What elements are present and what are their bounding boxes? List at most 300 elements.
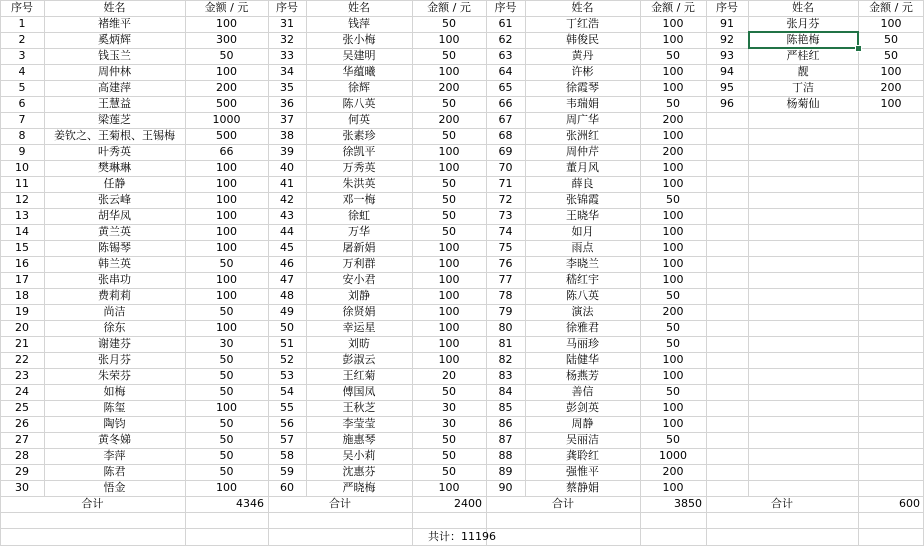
amount-cell[interactable]: 200 [662, 305, 684, 318]
name-cell[interactable]: 钱萍 [348, 17, 370, 30]
seq-cell[interactable]: 74 [498, 225, 513, 238]
header-seq[interactable]: 序号 [276, 1, 298, 14]
amount-cell[interactable]: 50 [219, 465, 234, 478]
seq-cell[interactable]: 42 [280, 193, 294, 206]
name-cell[interactable]: 蔡静娟 [566, 481, 599, 494]
name-cell[interactable]: 张素珍 [342, 129, 376, 142]
seq-cell[interactable]: 91 [720, 17, 734, 30]
seq-cell[interactable]: 24 [15, 385, 29, 398]
seq-cell[interactable]: 23 [15, 369, 29, 382]
amount-cell[interactable]: 50 [442, 193, 456, 206]
name-cell[interactable]: 徐凯平 [342, 145, 376, 158]
name-cell[interactable]: 安小君 [342, 273, 376, 286]
seq-cell[interactable]: 62 [498, 33, 513, 46]
name-cell[interactable]: 屠新娟 [342, 241, 376, 254]
amount-cell[interactable]: 50 [442, 465, 456, 478]
name-cell[interactable]: 韩俊民 [566, 33, 599, 46]
seq-cell[interactable]: 28 [15, 449, 29, 462]
name-cell[interactable]: 褚维平 [98, 17, 131, 30]
seq-cell[interactable]: 35 [280, 81, 294, 94]
name-cell[interactable]: 李晓兰 [566, 257, 599, 270]
name-cell[interactable]: 尚洁 [103, 305, 126, 318]
name-cell[interactable]: 徐霞琴 [566, 81, 599, 94]
name-cell[interactable]: 高建萍 [98, 81, 131, 94]
seq-cell[interactable]: 21 [15, 337, 29, 350]
name-cell[interactable]: 悟金 [103, 481, 126, 494]
seq-cell[interactable]: 3 [18, 49, 26, 62]
amount-cell[interactable]: 50 [666, 385, 680, 398]
name-cell[interactable]: 万秀英 [342, 161, 376, 174]
amount-cell[interactable]: 50 [666, 97, 680, 110]
amount-cell[interactable]: 50 [219, 385, 234, 398]
amount-cell[interactable]: 50 [442, 129, 456, 142]
seq-cell[interactable]: 27 [15, 433, 29, 446]
amount-cell[interactable]: 50 [666, 193, 680, 206]
seq-cell[interactable]: 73 [498, 209, 513, 222]
name-cell[interactable]: 张锦霞 [566, 193, 599, 206]
seq-cell[interactable]: 6 [18, 97, 26, 110]
name-cell[interactable]: 周广华 [566, 113, 599, 126]
seq-cell[interactable]: 85 [498, 401, 513, 414]
name-cell[interactable]: 刘静 [348, 289, 370, 302]
amount-cell[interactable]: 50 [219, 257, 234, 270]
header-name[interactable]: 姓名 [348, 1, 370, 14]
name-cell[interactable]: 薛良 [571, 177, 594, 190]
seq-cell[interactable]: 49 [280, 305, 294, 318]
seq-cell[interactable]: 32 [280, 33, 294, 46]
amount-cell[interactable]: 100 [662, 17, 684, 30]
seq-cell[interactable]: 94 [720, 65, 734, 78]
name-cell[interactable]: 邓一梅 [342, 193, 376, 206]
name-cell[interactable]: 徐贤娟 [342, 305, 376, 318]
name-cell[interactable]: 黄兰英 [98, 225, 131, 238]
name-cell[interactable]: 陈八英 [566, 289, 599, 302]
seq-cell[interactable]: 65 [498, 81, 513, 94]
header-seq[interactable]: 序号 [716, 1, 738, 14]
name-cell[interactable]: 奚炳辉 [98, 33, 131, 46]
seq-cell[interactable]: 64 [498, 65, 513, 78]
seq-cell[interactable]: 43 [280, 209, 294, 222]
amount-cell[interactable]: 100 [438, 257, 460, 270]
seq-cell[interactable]: 38 [280, 129, 294, 142]
seq-cell[interactable]: 10 [15, 161, 29, 174]
name-cell[interactable]: 王慧益 [98, 97, 131, 110]
name-cell[interactable]: 徐东 [103, 321, 126, 334]
amount-cell[interactable]: 100 [662, 129, 684, 142]
amount-cell[interactable]: 500 [216, 129, 237, 142]
header-name[interactable]: 姓名 [571, 1, 594, 14]
amount-cell[interactable]: 200 [438, 81, 460, 94]
amount-cell[interactable]: 200 [880, 81, 902, 94]
amount-cell[interactable]: 100 [662, 401, 684, 414]
seq-cell[interactable]: 16 [15, 257, 29, 270]
seq-cell[interactable]: 9 [18, 145, 26, 158]
seq-cell[interactable]: 1 [18, 17, 26, 30]
amount-cell[interactable]: 100 [662, 353, 684, 366]
header-amount[interactable]: 金额 / 元 [427, 1, 471, 14]
name-cell[interactable]: 何英 [348, 113, 370, 126]
seq-cell[interactable]: 39 [280, 145, 294, 158]
name-cell[interactable]: 徐雅君 [566, 321, 599, 334]
name-cell[interactable]: 樊琳琳 [98, 161, 131, 174]
amount-cell[interactable]: 50 [219, 369, 234, 382]
seq-cell[interactable]: 67 [498, 113, 513, 126]
seq-cell[interactable]: 4 [18, 65, 26, 78]
name-cell[interactable]: 如月 [571, 225, 594, 238]
amount-cell[interactable]: 100 [662, 161, 684, 174]
seq-cell[interactable]: 31 [280, 17, 294, 30]
amount-cell[interactable]: 100 [662, 241, 684, 254]
seq-cell[interactable]: 84 [498, 385, 513, 398]
name-cell[interactable]: 善信 [571, 385, 594, 398]
seq-cell[interactable]: 59 [280, 465, 294, 478]
name-cell[interactable]: 周仲芹 [566, 145, 599, 158]
amount-cell[interactable]: 100 [216, 401, 237, 414]
seq-cell[interactable]: 77 [498, 273, 513, 286]
seq-cell[interactable]: 12 [15, 193, 29, 206]
name-cell[interactable]: 幸运星 [342, 321, 376, 334]
seq-cell[interactable]: 15 [15, 241, 29, 254]
seq-cell[interactable]: 45 [280, 241, 294, 254]
seq-cell[interactable]: 11 [15, 177, 29, 190]
amount-cell[interactable]: 50 [442, 449, 456, 462]
name-cell[interactable]: 龚聆红 [566, 449, 599, 462]
amount-cell[interactable]: 100 [216, 481, 237, 494]
amount-cell[interactable]: 100 [216, 209, 237, 222]
seq-cell[interactable]: 54 [280, 385, 294, 398]
name-cell[interactable]: 王晓华 [566, 209, 599, 222]
amount-cell[interactable]: 50 [666, 337, 680, 350]
name-cell[interactable]: 陈艳梅 [786, 33, 820, 46]
seq-cell[interactable]: 83 [498, 369, 513, 382]
seq-cell[interactable]: 17 [15, 273, 29, 286]
name-cell[interactable]: 许彬 [571, 65, 594, 78]
name-cell[interactable]: 黄冬娣 [98, 433, 131, 446]
amount-cell[interactable]: 100 [662, 417, 684, 430]
amount-cell[interactable]: 1000 [212, 113, 241, 126]
seq-cell[interactable]: 53 [280, 369, 294, 382]
seq-cell[interactable]: 80 [498, 321, 513, 334]
seq-cell[interactable]: 61 [498, 17, 513, 30]
name-cell[interactable]: 丁洁 [792, 81, 814, 94]
amount-cell[interactable]: 100 [216, 273, 237, 286]
amount-cell[interactable]: 50 [666, 49, 680, 62]
amount-cell[interactable]: 50 [884, 33, 898, 46]
seq-cell[interactable]: 47 [280, 273, 294, 286]
name-cell[interactable]: 吴丽洁 [566, 433, 599, 446]
amount-cell[interactable]: 200 [662, 113, 684, 126]
header-name[interactable]: 姓名 [103, 1, 126, 14]
amount-cell[interactable]: 100 [662, 369, 684, 382]
amount-cell[interactable]: 50 [442, 97, 456, 110]
seq-cell[interactable]: 8 [18, 129, 26, 142]
seq-cell[interactable]: 75 [498, 241, 513, 254]
seq-cell[interactable]: 5 [18, 81, 26, 94]
seq-cell[interactable]: 44 [280, 225, 294, 238]
name-cell[interactable]: 周仲林 [98, 65, 131, 78]
amount-cell[interactable]: 50 [442, 225, 456, 238]
seq-cell[interactable]: 72 [498, 193, 513, 206]
name-cell[interactable]: 万华 [348, 225, 370, 238]
name-cell[interactable]: 徐辉 [348, 81, 370, 94]
name-cell[interactable]: 任静 [103, 177, 126, 190]
amount-cell[interactable]: 50 [442, 17, 456, 30]
name-cell[interactable]: 李萍 [103, 449, 126, 462]
header-name[interactable]: 姓名 [792, 1, 814, 14]
seq-cell[interactable]: 34 [280, 65, 294, 78]
amount-cell[interactable]: 100 [438, 65, 460, 78]
seq-cell[interactable]: 2 [18, 33, 26, 46]
name-cell[interactable]: 董月风 [566, 161, 599, 174]
amount-cell[interactable]: 50 [666, 321, 680, 334]
seq-cell[interactable]: 48 [280, 289, 294, 302]
header-amount[interactable]: 金额 / 元 [869, 1, 913, 14]
seq-cell[interactable]: 89 [498, 465, 513, 478]
seq-cell[interactable]: 96 [720, 97, 734, 110]
amount-cell[interactable]: 50 [219, 449, 234, 462]
amount-cell[interactable]: 100 [438, 289, 460, 302]
header-amount[interactable]: 金额 / 元 [651, 1, 695, 14]
amount-cell[interactable]: 20 [442, 369, 456, 382]
seq-cell[interactable]: 52 [280, 353, 294, 366]
amount-cell[interactable]: 100 [662, 273, 684, 286]
amount-cell[interactable]: 50 [219, 305, 234, 318]
seq-cell[interactable]: 69 [498, 145, 513, 158]
name-cell[interactable]: 张小梅 [342, 33, 376, 46]
name-cell[interactable]: 施惠琴 [342, 433, 376, 446]
name-cell[interactable]: 张月芬 [786, 17, 820, 30]
seq-cell[interactable]: 55 [280, 401, 294, 414]
amount-cell[interactable]: 100 [662, 257, 684, 270]
seq-cell[interactable]: 68 [498, 129, 513, 142]
name-cell[interactable]: 丁红浩 [566, 17, 599, 30]
seq-cell[interactable]: 58 [280, 449, 294, 462]
amount-cell[interactable]: 100 [216, 225, 237, 238]
amount-cell[interactable]: 50 [219, 417, 234, 430]
name-cell[interactable]: 陈玺 [103, 401, 126, 414]
amount-cell[interactable]: 100 [216, 161, 237, 174]
amount-cell[interactable]: 100 [662, 209, 684, 222]
seq-cell[interactable]: 70 [498, 161, 513, 174]
seq-cell[interactable]: 14 [15, 225, 29, 238]
amount-cell[interactable]: 100 [438, 145, 460, 158]
seq-cell[interactable]: 18 [15, 289, 29, 302]
seq-cell[interactable]: 63 [498, 49, 513, 62]
name-cell[interactable]: 傅国凤 [342, 385, 376, 398]
name-cell[interactable]: 姜钦之、王菊根、王锡梅 [54, 129, 175, 142]
seq-cell[interactable]: 92 [720, 33, 734, 46]
amount-cell[interactable]: 50 [442, 209, 456, 222]
name-cell[interactable]: 严桂红 [786, 49, 820, 62]
name-cell[interactable]: 张云峰 [98, 193, 131, 206]
seq-cell[interactable]: 51 [280, 337, 294, 350]
amount-cell[interactable]: 100 [438, 305, 460, 318]
name-cell[interactable]: 杨菊仙 [786, 97, 820, 110]
amount-cell[interactable]: 100 [662, 65, 684, 78]
name-cell[interactable]: 张月芬 [98, 353, 131, 366]
name-cell[interactable]: 马丽珍 [566, 337, 599, 350]
name-cell[interactable]: 陈君 [103, 465, 126, 478]
name-cell[interactable]: 叶秀英 [98, 145, 131, 158]
seq-cell[interactable]: 90 [498, 481, 513, 494]
amount-cell[interactable]: 50 [219, 353, 234, 366]
name-cell[interactable]: 张串功 [98, 273, 131, 286]
name-cell[interactable]: 梁莲芝 [98, 113, 131, 126]
amount-cell[interactable]: 200 [662, 145, 684, 158]
seq-cell[interactable]: 41 [280, 177, 294, 190]
seq-cell[interactable]: 13 [15, 209, 29, 222]
amount-cell[interactable]: 100 [662, 177, 684, 190]
amount-cell[interactable]: 50 [219, 433, 234, 446]
amount-cell[interactable]: 30 [219, 337, 234, 350]
name-cell[interactable]: 韦瑞娟 [566, 97, 599, 110]
amount-cell[interactable]: 66 [219, 145, 234, 158]
seq-cell[interactable]: 86 [498, 417, 513, 430]
seq-cell[interactable]: 29 [15, 465, 29, 478]
seq-cell[interactable]: 93 [720, 49, 734, 62]
amount-cell[interactable]: 100 [438, 33, 460, 46]
amount-cell[interactable]: 100 [880, 17, 902, 30]
seq-cell[interactable]: 46 [280, 257, 294, 270]
seq-cell[interactable]: 36 [280, 97, 294, 110]
header-amount[interactable]: 金额 / 元 [204, 1, 249, 14]
amount-cell[interactable]: 100 [662, 33, 684, 46]
seq-cell[interactable]: 19 [15, 305, 29, 318]
seq-cell[interactable]: 7 [18, 113, 26, 126]
amount-cell[interactable]: 100 [438, 241, 460, 254]
amount-cell[interactable]: 30 [442, 417, 456, 430]
amount-cell[interactable]: 100 [216, 241, 237, 254]
amount-cell[interactable]: 500 [216, 97, 237, 110]
name-cell[interactable]: 徐虹 [348, 209, 370, 222]
seq-cell[interactable]: 87 [498, 433, 513, 446]
seq-cell[interactable]: 56 [280, 417, 294, 430]
amount-cell[interactable]: 50 [442, 177, 456, 190]
amount-cell[interactable]: 50 [666, 433, 680, 446]
amount-cell[interactable]: 100 [216, 321, 237, 334]
amount-cell[interactable]: 200 [662, 465, 684, 478]
amount-cell[interactable]: 100 [216, 177, 237, 190]
amount-cell[interactable]: 100 [216, 65, 237, 78]
seq-cell[interactable]: 71 [498, 177, 513, 190]
seq-cell[interactable]: 60 [280, 481, 294, 494]
name-cell[interactable]: 强惟平 [566, 465, 599, 478]
name-cell[interactable]: 朱洪英 [342, 177, 376, 190]
name-cell[interactable]: 李莹莹 [342, 417, 376, 430]
amount-cell[interactable]: 100 [216, 193, 237, 206]
seq-cell[interactable]: 88 [498, 449, 513, 462]
name-cell[interactable]: 黄丹 [571, 49, 594, 62]
name-cell[interactable]: 谢建芬 [98, 337, 131, 350]
name-cell[interactable]: 沈惠芬 [342, 465, 376, 478]
amount-cell[interactable]: 100 [216, 17, 237, 30]
amount-cell[interactable]: 50 [442, 433, 456, 446]
seq-cell[interactable]: 78 [498, 289, 513, 302]
name-cell[interactable]: 靓 [797, 65, 809, 78]
name-cell[interactable]: 钱玉兰 [98, 49, 131, 62]
name-cell[interactable]: 王秋芝 [342, 401, 376, 414]
name-cell[interactable]: 王红菊 [342, 369, 376, 382]
name-cell[interactable]: 杨燕芳 [566, 369, 599, 382]
amount-cell[interactable]: 1000 [659, 449, 687, 462]
name-cell[interactable]: 刘昉 [348, 337, 370, 350]
name-cell[interactable]: 胡华凤 [98, 209, 131, 222]
header-seq[interactable]: 序号 [11, 1, 33, 14]
seq-cell[interactable]: 22 [15, 353, 29, 366]
amount-cell[interactable]: 50 [219, 49, 234, 62]
amount-cell[interactable]: 100 [438, 161, 460, 174]
amount-cell[interactable]: 50 [442, 49, 456, 62]
amount-cell[interactable]: 100 [662, 81, 684, 94]
name-cell[interactable]: 陈八英 [342, 97, 376, 110]
seq-cell[interactable]: 40 [280, 161, 294, 174]
amount-cell[interactable]: 200 [216, 81, 237, 94]
name-cell[interactable]: 嵇红宇 [566, 273, 599, 286]
seq-cell[interactable]: 26 [15, 417, 29, 430]
seq-cell[interactable]: 50 [280, 321, 294, 334]
name-cell[interactable]: 张洲红 [566, 129, 599, 142]
amount-cell[interactable]: 100 [438, 481, 460, 494]
seq-cell[interactable]: 81 [498, 337, 513, 350]
seq-cell[interactable]: 66 [498, 97, 513, 110]
name-cell[interactable]: 吴建明 [342, 49, 376, 62]
name-cell[interactable]: 雨点 [571, 241, 594, 254]
seq-cell[interactable]: 33 [280, 49, 294, 62]
amount-cell[interactable]: 100 [880, 97, 902, 110]
amount-cell[interactable]: 300 [216, 33, 237, 46]
header-seq[interactable]: 序号 [494, 1, 517, 14]
seq-cell[interactable]: 30 [15, 481, 29, 494]
amount-cell[interactable]: 100 [438, 321, 460, 334]
amount-cell[interactable]: 30 [442, 401, 456, 414]
amount-cell[interactable]: 50 [884, 49, 898, 62]
name-cell[interactable]: 周静 [571, 417, 594, 430]
name-cell[interactable]: 费莉莉 [98, 289, 131, 302]
amount-cell[interactable]: 50 [442, 385, 456, 398]
name-cell[interactable]: 陶钧 [103, 417, 126, 430]
seq-cell[interactable]: 82 [498, 353, 513, 366]
seq-cell[interactable]: 20 [15, 321, 29, 334]
name-cell[interactable]: 韩兰英 [98, 257, 131, 270]
amount-cell[interactable]: 100 [662, 481, 684, 494]
amount-cell[interactable]: 200 [438, 113, 460, 126]
amount-cell[interactable]: 100 [438, 353, 460, 366]
amount-cell[interactable]: 100 [880, 65, 902, 78]
name-cell[interactable]: 吴小莉 [342, 449, 376, 462]
seq-cell[interactable]: 95 [720, 81, 734, 94]
name-cell[interactable]: 朱荣芬 [98, 369, 131, 382]
amount-cell[interactable]: 100 [438, 273, 460, 286]
name-cell[interactable]: 彭剑英 [566, 401, 599, 414]
name-cell[interactable]: 如梅 [103, 385, 126, 398]
name-cell[interactable]: 严晓梅 [342, 481, 376, 494]
name-cell[interactable]: 陈锡琴 [98, 241, 131, 254]
amount-cell[interactable]: 100 [438, 337, 460, 350]
seq-cell[interactable]: 25 [15, 401, 29, 414]
name-cell[interactable]: 彭淑云 [342, 353, 376, 366]
seq-cell[interactable]: 57 [280, 433, 294, 446]
amount-cell[interactable]: 100 [216, 289, 237, 302]
name-cell[interactable]: 华蕴曦 [342, 65, 376, 78]
name-cell[interactable]: 陆健华 [566, 353, 599, 366]
name-cell[interactable]: 万利群 [342, 257, 376, 270]
seq-cell[interactable]: 79 [498, 305, 513, 318]
amount-cell[interactable]: 50 [666, 289, 680, 302]
seq-cell[interactable]: 76 [498, 257, 513, 270]
amount-cell[interactable]: 100 [662, 225, 684, 238]
seq-cell[interactable]: 37 [280, 113, 294, 126]
name-cell[interactable]: 演法 [571, 305, 594, 318]
